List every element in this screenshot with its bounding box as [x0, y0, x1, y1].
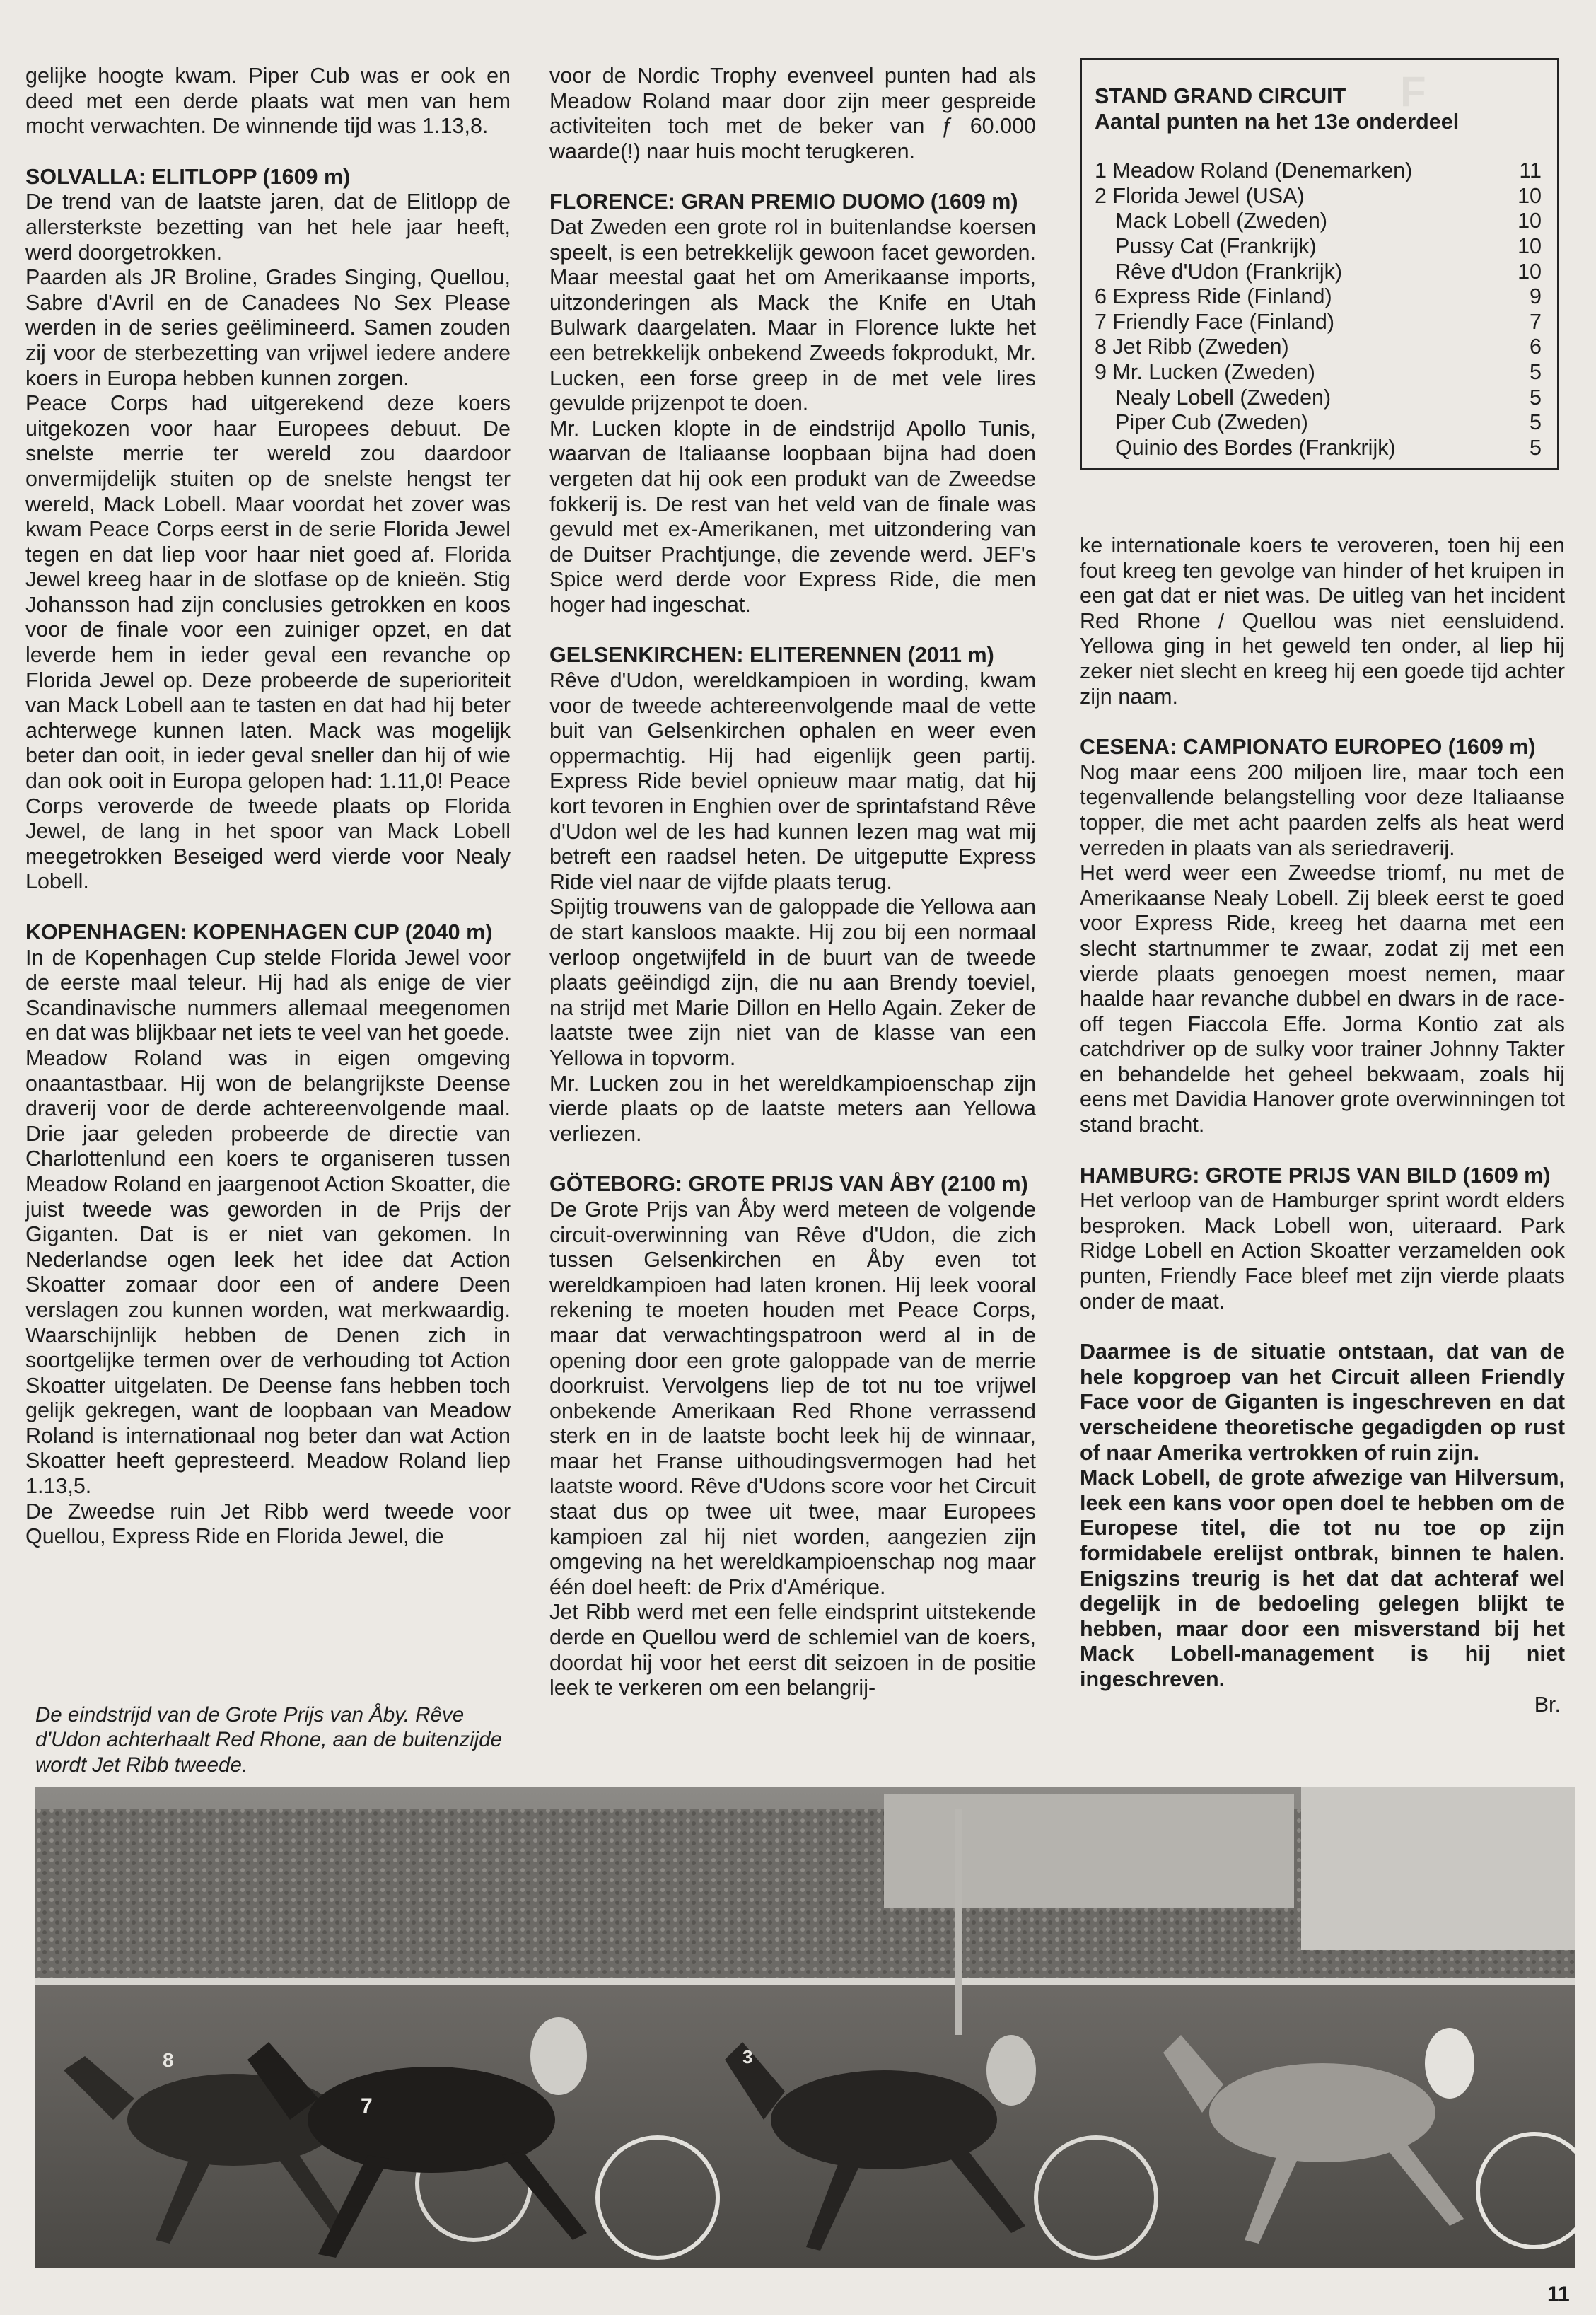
- standings-subtitle: Aantal punten na het 13e onderdeel: [1095, 109, 1460, 134]
- standings-name: 9 Mr. Lucken (Zweden): [1095, 359, 1315, 384]
- standings-points: 6: [1530, 335, 1542, 359]
- standings-row: [1095, 234, 1546, 260]
- standings-name: 6 Express Ride (Finland): [1095, 284, 1332, 309]
- standings-name: 7 Friendly Face (Finland): [1095, 309, 1335, 334]
- standings-row: [1095, 209, 1546, 234]
- building-right: [1301, 1787, 1575, 1950]
- column-3: [1080, 533, 1565, 1717]
- column-2: [549, 64, 1036, 1701]
- kopenhagen-p3: De Zweedse ruin Jet Ribb werd tweede voor Quellou, Express Ride en Florida Jewel, die: [25, 1499, 511, 1549]
- show-through-ghost: F: [1400, 68, 1426, 115]
- author-signature: Br.: [1534, 1692, 1561, 1717]
- standings-name: 8 Jet Ribb (Zweden): [1095, 335, 1289, 359]
- standings-row: [1095, 284, 1546, 310]
- conclusion-bold-1: Daarmee is de situatie ontstaan, dat van de hele kopgroep van het Circuit alleen Friendly Face voor de Giganten is ingeschreven en dat verscheidene theoretische gegadigden op rust of naar Amerika vertrokken of ruin zijn.: [1080, 1340, 1565, 1465]
- goteborg-p1: De Grote Prijs van Åby werd meteen de volgende circuit-overwinning van Rêve d'Udon, die zich tussen Gelsenkirchen en Åby even tot wereldkampioen had laten kronen. Hij leek vooral rekening te moeten houden met Peace Corps, maar dat verwachtingspatroon werd al in de opening door een grote galoppade van de merrie doorkruist. Vervolgens liep de tot nu toe vrijwel onbekende Amerikaan Red Rhone verrassend sterk en in de laatste bocht leek hij de winnaar, maar het Franse uithoudingsvermogen had het laatste woord. Rêve d'Udons score voor het Circuit staat dus op twee uit twee, maar Europees kampioen zal hij niet worden, aangezien zijn omgeving na het wereldkampioenschap nog maar één doel heeft: de Prix d'Amérique.: [549, 1197, 1036, 1599]
- page-number: 11: [1547, 2282, 1570, 2306]
- standings-name: Piper Cub (Zweden): [1115, 410, 1308, 435]
- standings-name: Rêve d'Udon (Frankrijk): [1115, 259, 1343, 284]
- heading-florence: FLORENCE: GRAN PREMIO DUOMO (1609 m): [549, 190, 1018, 214]
- standings-points: 5: [1530, 410, 1542, 435]
- standings-points: 7: [1530, 309, 1542, 334]
- standings-row: [1095, 310, 1546, 335]
- standings-row: [1095, 158, 1546, 184]
- pole: [955, 1809, 962, 2035]
- cesena-p1: Nog maar eens 200 miljoen lire, maar toch een tegenvallende belangstelling voor deze Italiaanse topper, die met acht paarden zelfs als heat werd verreden in plaats van als seriedraverij.: [1080, 760, 1565, 860]
- heading-solvalla: SOLVALLA: ELITLOPP (1609 m): [25, 164, 351, 189]
- florence-p2: Mr. Lucken klopte in de eindstrijd Apollo Tunis, waarvan de Italiaanse loopbaan bijna had doen vergeten dat hij ook een produkt van de Zweedse fokkerij is. De rest van het veld van de finale was gevuld met ex-Amerikanen, met uitzondering van de Duitser Prachtjunge, die zevende werd. JEF's Spice werd derde voor Express Ride, die men hoger had ingeschat.: [549, 416, 1036, 617]
- standings-box: [1080, 58, 1559, 470]
- col1-intro: gelijke hoogte kwam. Piper Cub was er ook en deed met een derde plaats wat men van hem mocht verwachten. De winnende tijd was 1.13,8.: [25, 64, 511, 139]
- col2-intro: voor de Nordic Trophy evenveel punten had als Meadow Roland maar door zijn meer gespreide activiteiten toch met de beker van ƒ 60.000 waarde(!) naar huis mocht terugkeren.: [549, 64, 1036, 163]
- hamburg-p1: Het verloop van de Hamburger sprint wordt elders besproken. Mack Lobell won, uiteraard. Park Ridge Lobell en Action Skoatter verzamelden ook punten, Friendly Face bleef met zijn vierde plaats onder de maat.: [1080, 1188, 1565, 1313]
- conclusion-bold-2: Mack Lobell, de grote afwezige van Hilversum, leek een kans voor open doel te hebben om de Europese titel, die tot nu toe op zijn formidabele erelijst ontbrak, binnen te halen. Enigszins treurig is het dat dat achteraf wel degelijk in de bedoeling gelegen blijkt te hebben, maar door een misverstand bij het Mack Lobell-management is hij niet ingeschreven.: [1080, 1466, 1565, 1691]
- kopenhagen-p2: Meadow Roland was in eigen omgeving onaantastbaar. Hij won de belangrijkste Deense draverij voor de derde achtereenvolgende maal. Drie jaar geleden probeerde de directie van Charlottenlund een koers te organiseren tussen Meadow Roland en jaargenoot Action Skoatter, die juist tweede was geworden in de Prijs der Giganten. Dat is er niet van gekomen. In Nederlandse ogen leek het idee dat Action Skoatter zomaar door een of andere Deen verslagen zou kunnen worden, wat merkwaardig. Waarschijnlijk hebben de Denen zich in soortgelijke termen over de verhouding tot Action Skoatter uitgelaten. De Deense fans hebben toch gelijk gekregen, want de loopbaan van Meadow Roland is internationaal nog beter dan wat Action Skoatter heeft gepresteerd. Meadow Roland liep 1.13,5.: [25, 1045, 511, 1499]
- heading-hamburg: HAMBURG: GROTE PRIJS VAN BILD (1609 m): [1080, 1163, 1551, 1188]
- photo-caption: De eindstrijd van de Grote Prijs van Åby. Rêve d'Udon achterhaalt Red Rhone, aan de buitenzijde wordt Jet Ribb tweede.: [35, 1702, 503, 1777]
- standings-points: 5: [1530, 385, 1542, 410]
- standings-row: [1095, 436, 1546, 461]
- standings-points: 5: [1530, 435, 1542, 460]
- bib-number-8: 8: [163, 2049, 174, 2071]
- bib-number-7: 7: [361, 2094, 373, 2118]
- kopenhagen-p1: In de Kopenhagen Cup stelde Florida Jewel voor de eerste maal teleur. Hij had als enige de vier Scandinavische nummers allemaal meegenomen en dat was blijkbaar net iets te veel van het goede.: [25, 945, 511, 1045]
- standings-points: 10: [1518, 209, 1542, 233]
- cesena-p2: Het werd weer een Zweedse triomf, nu met de Amerikaanse Nealy Lobell. Zij bleek eerst te goed voor Express Ride, kreeg het daarna met een slecht startnummer te zwaar, zodat zij met een vierde plaats genoegen moest nemen, maar haalde haar revanche dubbel en dwars in de race-off tegen Fiaccola Effe. Jorma Kontio zat als catchdriver op de sulky voor trainer Johnny Takter en behandelde het geheel bekwaam, zoals hij eens met Davidia Hanover grote overwinningen tot stand bracht.: [1080, 861, 1565, 1137]
- standings-points: 5: [1530, 359, 1542, 384]
- standings-points: 10: [1518, 183, 1542, 208]
- standings-row: [1095, 184, 1546, 209]
- heading-gelsenkirchen: GELSENKIRCHEN: ELITERENNEN (2011 m): [549, 643, 994, 668]
- standings-title: STAND GRAND CIRCUIT: [1095, 84, 1346, 108]
- column-1: [25, 64, 511, 1550]
- standings-row: [1095, 260, 1546, 285]
- standings-points: 10: [1518, 259, 1542, 284]
- grandstand-roof: [884, 1794, 1294, 1908]
- heading-cesena: CESENA: CAMPIONATO EUROPEO (1609 m): [1080, 735, 1536, 760]
- race-photo: [35, 1787, 1575, 2268]
- solvalla-p1: De trend van de laatste jaren, dat de Elitlopp de allersterkste bezetting van het hele jaar heeft, werd doorgetrokken.: [25, 190, 511, 265]
- gelsenkirchen-p2: Spijtig trouwens van de galoppade die Yellowa aan de start kansloos maakte. Hij zou bij een normaal verloop ongetwijfeld in de buurt van de tweede plaats geëindigd zijn, die nu aan Brendy toeviel, na strijd met Marie Dillon en Hello Again. Zeker de laatste twee zijn niet van de klasse van een Yellowa in topvorm.: [549, 895, 1036, 1070]
- standings-points: 10: [1518, 233, 1542, 258]
- heading-goteborg: GÖTEBORG: GROTE PRIJS VAN ÅBY (2100 m): [549, 1172, 1028, 1197]
- race-photo-image: [35, 1787, 1575, 2268]
- standings-table: [1095, 158, 1546, 460]
- florence-p1: Dat Zweden een grote rol in buitenlandse koersen speelt, is een betrekkelijk gewoon facet geworden. Maar meestal gaat het om Amerikaanse imports, uitzonderingen als Mack the Knife en Utah Bulwark daargelaten. Maar in Florence lukte het een betrekkelijk onbekend Zweeds fokprodukt, Mr. Lucken, een forse greep in de met vele lires gevulde prijzenpot te doen.: [549, 214, 1036, 416]
- col3-intro: ke internationale koers te veroveren, toen hij een fout kreeg ten gevolge van hinder of het kruipen in een gat dat er niet was. De uitleg van het incident Red Rhone / Quellou was niet eensluidend. Yellowa ging in het geweld ten onder, al liep hij zeker niet slecht en kreeg hij een goede tijd achter zijn naam.: [1080, 533, 1565, 709]
- standings-points: 9: [1530, 284, 1542, 309]
- track-rail: [35, 1978, 1575, 1985]
- standings-points: 11: [1519, 158, 1542, 183]
- standings-name: Nealy Lobell (Zweden): [1115, 385, 1332, 410]
- bib-number-3: 3: [742, 2046, 753, 2067]
- standings-name: Quinio des Bordes (Frankrijk): [1115, 435, 1396, 460]
- solvalla-p3: Peace Corps had uitgerekend deze koers uitgekozen voor haar Europees debuut. De snelste merrie ter wereld zou daardoor onvermijdelijk stuiten op de snelste hengst ter wereld, Mack Lobell. Maar voordat het zover was kwam Peace Corps eerst in de serie Florida Jewel tegen en dat liep voor haar niet goed af. Florida Jewel kreeg haar in de slotfase op de knieën. Stig Johansson had zijn conclusies getrokken en koos voor de finale voor een zuiniger opzet, en dat leverde hem in ieder geval een revanche op Florida Jewel op. Deze probeerde de superioriteit van Mack Lobell aan te tasten en dat had hij beter achterwege kunnen laten. Mack was mogelijk beter dan ooit, in ieder geval sneller dan hij of wie dan ook ooit in Europa gelopen had: 1.11,0! Peace Corps veroverde de tweede plaats op Florida Jewel, de lang in het spoor van Mack Lobell meegetrokken Beseiged werd vierde voor Nealy Lobell.: [25, 391, 511, 894]
- goteborg-p2: Jet Ribb werd met een felle eindsprint uitstekende derde en Quellou werd de schlemiel van de koers, doordat hij voor het eerst dit seizoen in de positie leek te verkeren om een belangrij-: [549, 1600, 1036, 1700]
- standings-row: [1095, 335, 1546, 360]
- standings-name: 1 Meadow Roland (Denemarken): [1095, 158, 1413, 183]
- standings-name: Mack Lobell (Zweden): [1115, 209, 1328, 233]
- standings-name: 2 Florida Jewel (USA): [1095, 183, 1305, 208]
- standings-row: [1095, 360, 1546, 385]
- heading-kopenhagen: KOPENHAGEN: KOPENHAGEN CUP (2040 m): [25, 920, 493, 944]
- standings-name: Pussy Cat (Frankrijk): [1115, 233, 1317, 258]
- standings-row: [1095, 385, 1546, 411]
- solvalla-p2: Paarden als JR Broline, Grades Singing, Quellou, Sabre d'Avril en de Canadees No Sex Please werden in de series geëlimineerd. Samen zouden zij voor de sterbezetting van vrijwel iedere andere koers in Europa hebben kunnen zorgen.: [25, 265, 511, 390]
- gelsenkirchen-p3: Mr. Lucken zou in het wereldkampioenschap zijn vierde plaats op de laatste meters aan Yellowa verliezen.: [549, 1071, 1036, 1146]
- gelsenkirchen-p1: Rêve d'Udon, wereldkampioen in wording, kwam voor de tweede achtereenvolgende maal de vette buit van Gelsenkirchen ophalen en weer even oppermachtig. Hij had eigenlijk geen partij. Express Ride beviel opnieuw maar matig, dat hij kort tevoren in Enghien over de sprintafstand Rêve d'Udon wel de les had kunnen lezen mag wat mij betreft een raadsel heten. De uitgeputte Express Ride viel naar de vijfde plaats terug.: [549, 668, 1036, 894]
- standings-row: [1095, 410, 1546, 436]
